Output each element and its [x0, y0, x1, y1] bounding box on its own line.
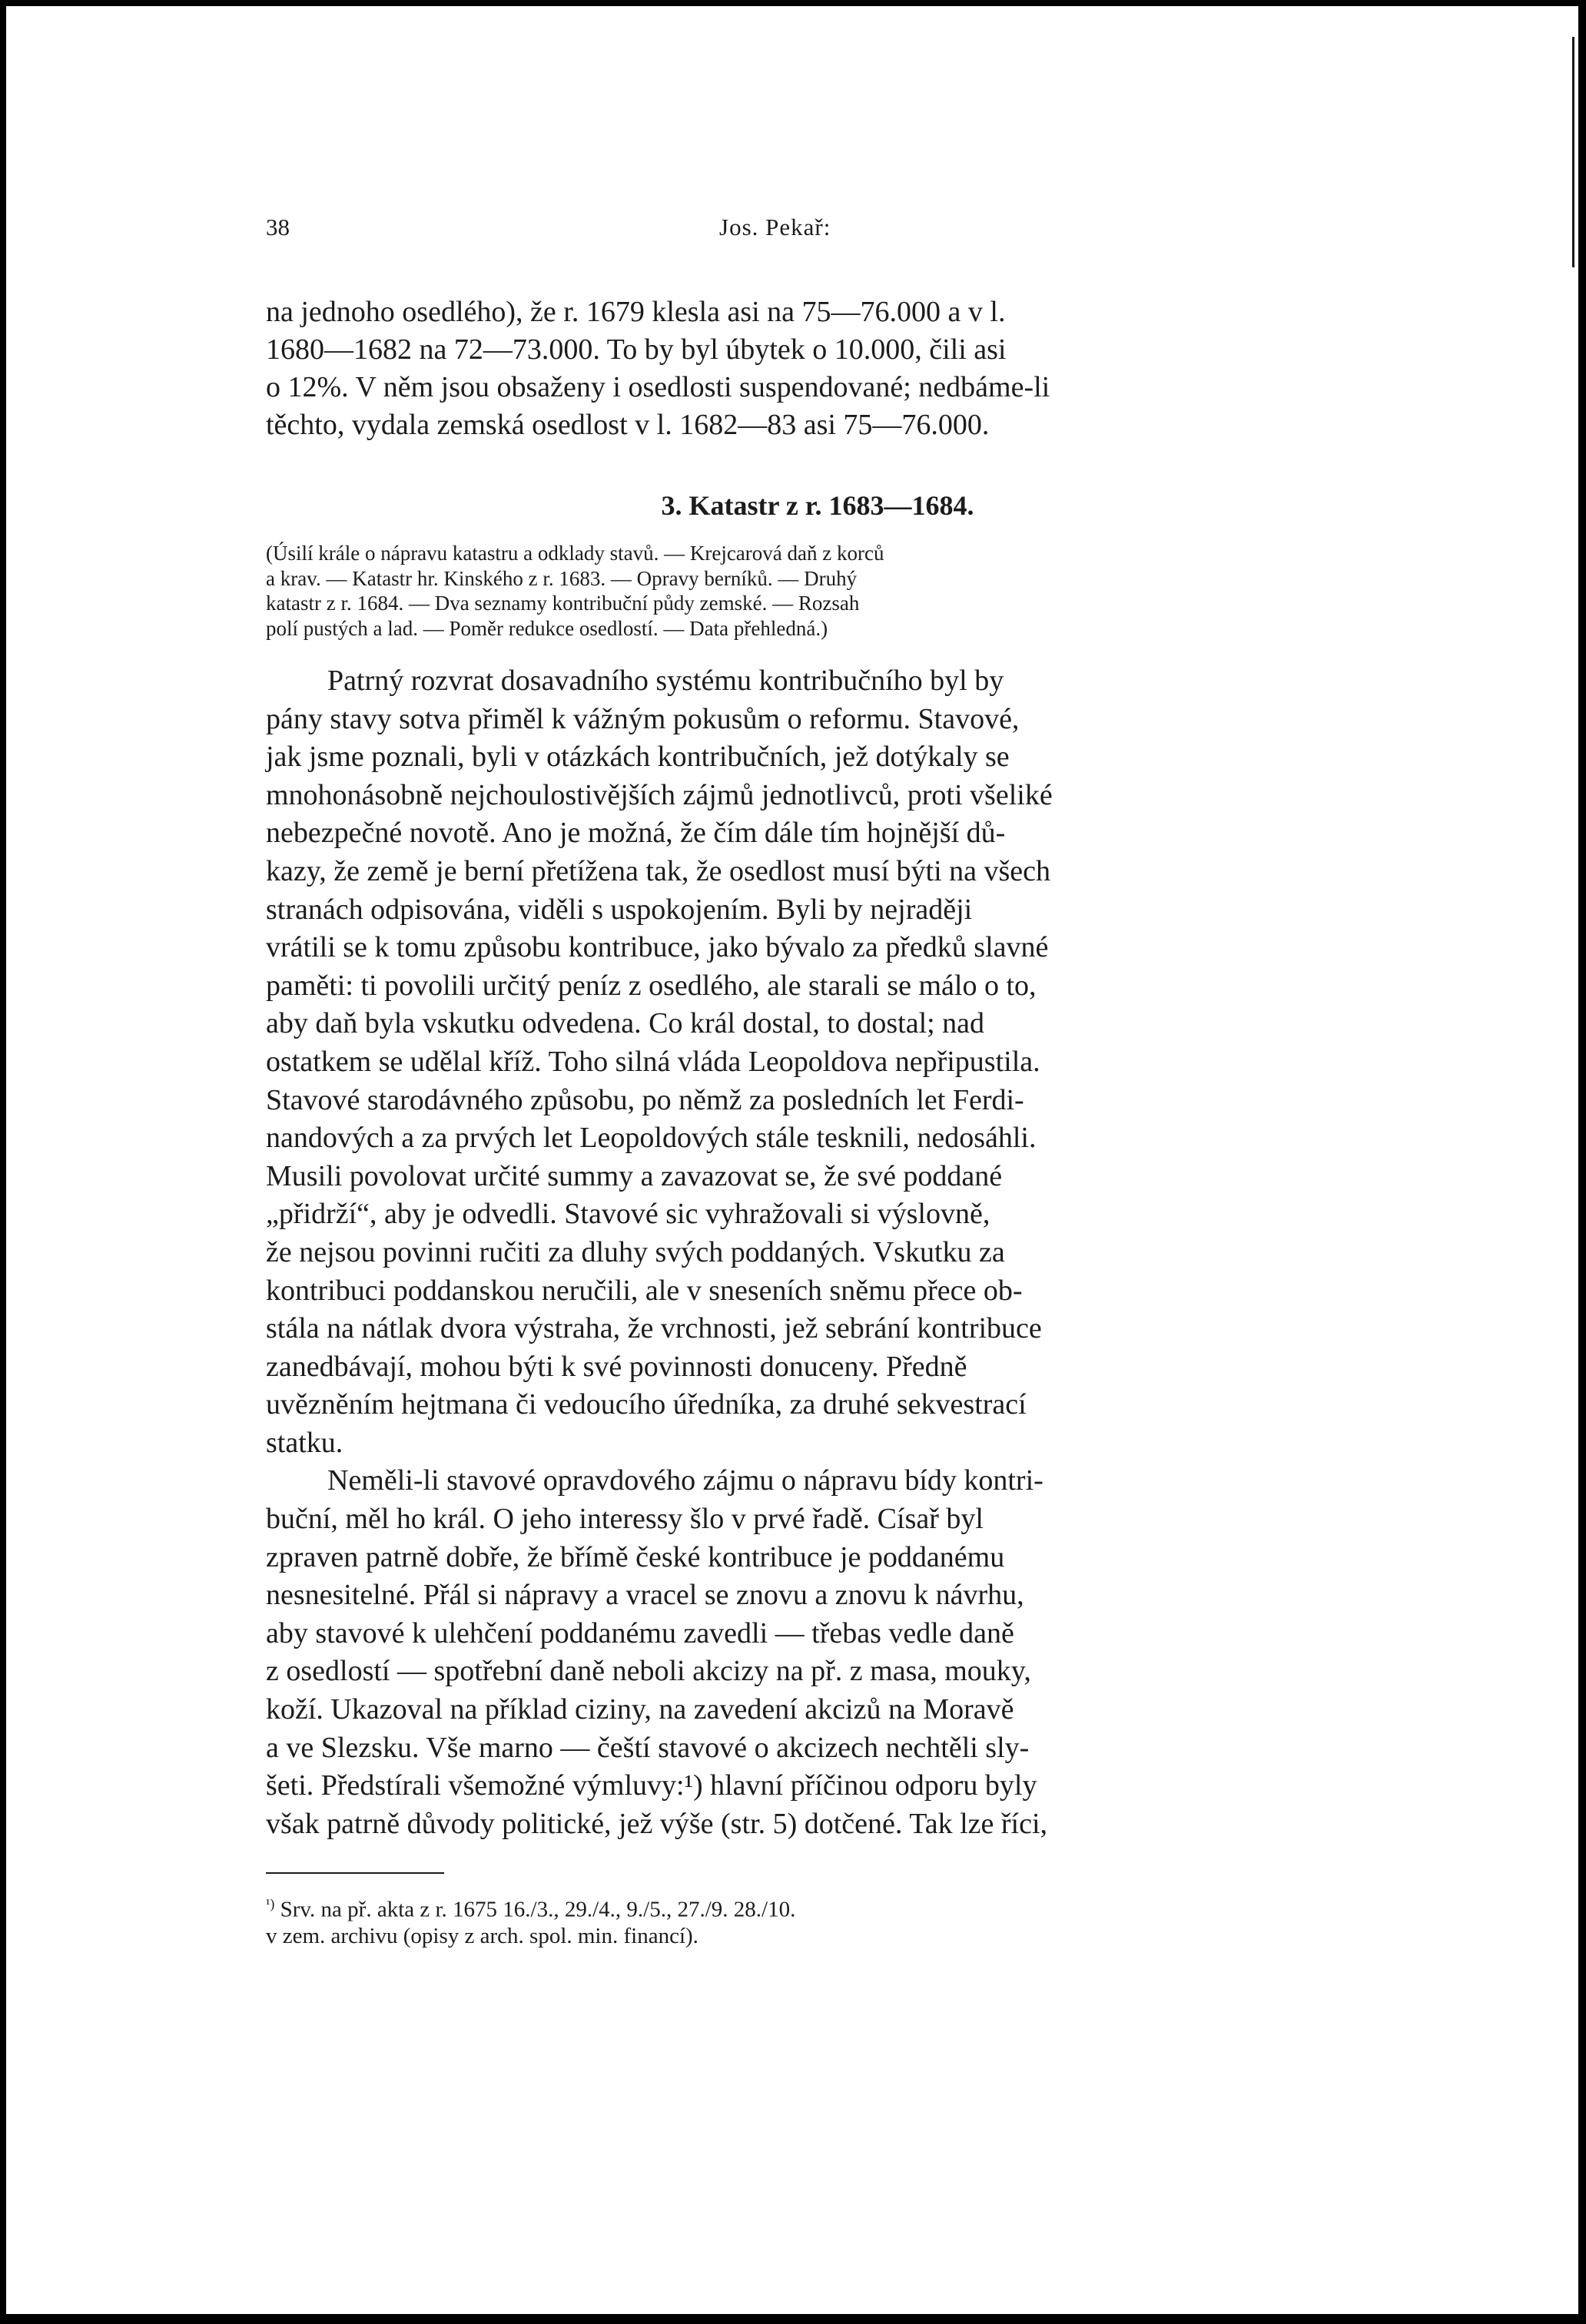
text-line: že nejsou povinni ručiti za dluhy svých poddaných. Vskutku za: [266, 1235, 1005, 1268]
text-line: na jednoho osedlého), že r. 1679 klesla asi na 75—76.000 a v l.: [266, 296, 1006, 328]
text-line: však patrně důvody politické, jež výše (str. 5) dotčené. Tak lze říci,: [266, 1807, 1048, 1840]
text-line: vrátili se k tomu způsobu kontribuce, jako bývalo za předků slavné: [266, 931, 1049, 964]
text-line: uvězněním hejtmana či vedoucího úředníka, za druhé sekvestrací: [266, 1388, 1027, 1421]
text-line: koží. Ukazoval na příklad ciziny, na zavedení akcizů na Moravě: [266, 1693, 1014, 1726]
text-line: paměti: ti povolili určitý peníz z osedlého, ale starali se málo o to,: [266, 969, 1037, 1002]
text-line: aby stavové k ulehčení poddanému zavedli — třebas vedle daně: [266, 1616, 1014, 1649]
text-line: ostatkem se udělal kříž. Toho silná vláda Leopoldova nepřipustila.: [266, 1045, 1040, 1078]
running-title: Jos. Pekař:: [719, 214, 831, 240]
text-line: zanedbávají, mohou býti k své povinnosti donuceny. Předně: [266, 1350, 967, 1383]
summary-line: (Úsilí krále o nápravu katastru a odklady stavů. — Krejcarová daň z korců: [266, 542, 884, 565]
page-content: [266, 214, 1369, 1949]
text-line: Neměli-li stavové opravdového zájmu o nápravu bídy kontri-: [327, 1464, 1044, 1497]
text-line: jak jsme poznali, byli v otázkách kontribučních, jež dotýkaly se: [266, 741, 1010, 774]
text-line: šeti. Předstírali všemožné výmluvy:¹) hlavní příčinou odporu byly: [266, 1769, 1037, 1802]
text-line: pány stavy sotva přiměl k vážným pokusům o reformu. Stavové,: [266, 702, 1020, 735]
text-line: nandových a za prvých let Leopoldových stále tesknili, nedosáhli.: [266, 1122, 1037, 1155]
text-line: nesnesitelné. Přál si nápravy a vracel se znovu a znovu k návrhu,: [266, 1579, 1024, 1612]
footnote-divider: [266, 1872, 444, 1874]
text-line: Stavové starodávného způsobu, po němž za posledních let Ferdi-: [266, 1083, 1024, 1116]
text-line: stranách odpisována, viděli s uspokojením. Byli by nejraději: [266, 893, 973, 926]
section-heading: 3. Katastr z r. 1683—1684.: [661, 490, 974, 521]
body-text: [266, 662, 1369, 1843]
page-edge-line: [1572, 37, 1574, 267]
text-line: stála na nátlak dvora výstraha, že vrchnosti, jež sebrání kontribuce: [266, 1312, 1042, 1345]
summary-line: polí pustých a lad. — Poměr redukce osedlostí. — Data přehledná.): [266, 616, 828, 640]
text-line: kontribuci poddanskou neručili, ale v sneseních sněmu přece ob-: [266, 1274, 1023, 1307]
footnote-text: Srv. na př. akta z r. 1675 16./3., 29./4., 9./5., 27./9. 28./10.: [280, 1898, 796, 1923]
intro-paragraph: [266, 293, 1369, 444]
footnote-mark: ¹): [266, 1896, 275, 1912]
text-line: z osedlostí — spotřební daně neboli akcizy na př. z masa, mouky,: [266, 1655, 1031, 1688]
text-line: zpraven patrně dobře, že břímě české kontribuce je poddanému: [266, 1540, 1005, 1573]
footnote: [266, 1891, 1369, 1949]
text-line: kazy, že země je berní přetížena tak, že osedlost musí býti na všech: [266, 854, 1051, 887]
page-number: 38: [266, 214, 290, 240]
footnote-line: v zem. archivu (opisy z arch. spol. min. financí).: [266, 1924, 698, 1949]
section-summary: [266, 541, 1369, 641]
text-line: „přidrží“, aby je odvedli. Stavové sic vyhražovali si výslovně,: [266, 1198, 990, 1231]
text-line: o 12%. V něm jsou obsaženy i osedlosti suspendované; nedbáme-li: [266, 371, 1050, 403]
text-line: Musili povolovat určité summy a zavazovat se, že své poddané: [266, 1159, 1003, 1192]
text-line: 1680—1682 na 72—73.000. To by byl úbytek o 10.000, čili asi: [266, 333, 1007, 366]
text-line: těchto, vydala zemská osedlost v l. 1682—83 asi 75—76.000.: [266, 409, 990, 441]
summary-line: a krav. — Katastr hr. Kinského z r. 1683. — Opravy berníků. — Druhý: [266, 566, 858, 590]
page-header: [266, 214, 1369, 260]
text-line: buční, měl ho král. O jeho interessy šlo v prvé řadě. Císař byl: [266, 1503, 984, 1536]
text-line: aby daň byla vskutku odvedena. Co král dostal, to dostal; nad: [266, 1007, 985, 1040]
page-edge: [1571, 6, 1578, 2314]
text-line: mnohonásobně nejchoulostivějších zájmů jednotlivců, proti všeliké: [266, 778, 1053, 811]
text-line: nebezpečné novotě. Ano je možná, že čím dále tím hojnější dů-: [266, 817, 1006, 850]
text-line: Patrný rozvrat dosavadního systému kontribučního byl by: [327, 665, 1004, 697]
summary-line: katastr z r. 1684. — Dva seznamy kontribuční půdy zemské. — Rozsah: [266, 592, 860, 615]
footnote-line: [266, 1891, 1369, 1923]
text-line: a ve Slezsku. Vše marno — čeští stavové o akcizech nechtěli sly-: [266, 1731, 1030, 1764]
text-line: statku.: [266, 1426, 343, 1459]
